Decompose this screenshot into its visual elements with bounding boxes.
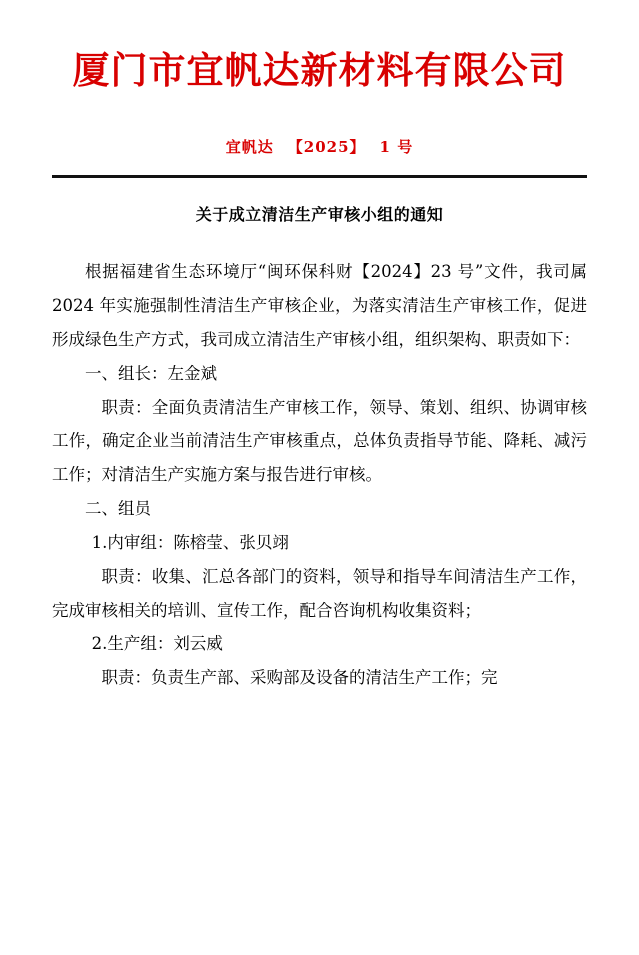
document-page [0,48,639,955]
paragraph: 一、组长：左金斌 [85,363,217,383]
paragraph: 1.内审组：陈榕莹、张贝翊 [91,532,289,552]
paragraph: 职责：全面负责清洁生产审核工作，领导、策划、组织、协调审核工作，确定企业当前清洁生产审核重点，总体负责指导节能、降耗、减污工作；对清洁生产实施方案与报告进行审核。 [52,397,587,485]
paragraph: 职责：负责生产部、采购部及设备的清洁生产工作；完 [101,668,498,688]
paragraph: 二、组员 [85,499,151,519]
document-number-serial: 1 号 [379,138,414,157]
paragraph: 职责：收集、汇总各部门的资料，领导和指导车间清洁生产工作，完成审核相关的培训、宣传工作，配合咨询机构收集资料； [52,566,587,620]
organization-title: 厦门市宜帆达新材料有限公司 [72,48,567,92]
document-number-year: 【2025】 [287,138,366,157]
document-title: 关于成立清洁生产审核小组的通知 [195,205,444,225]
paragraph: 根据福建省生态环境厅“闽环保科财【2024】23 号”文件，我司属 2024 年实施强制性清洁生产审核企业，为落实清洁生产审核工作，促进形成绿色生产方式，我司成立清洁生产审核小组，组织架构、职责如下： [52,262,587,350]
document-body [52,255,587,695]
paragraph: 2.生产组：刘云威 [91,634,223,654]
document-number-prefix: 宜帆达 [225,138,274,157]
document-number [52,136,587,157]
header-divider [52,175,587,178]
